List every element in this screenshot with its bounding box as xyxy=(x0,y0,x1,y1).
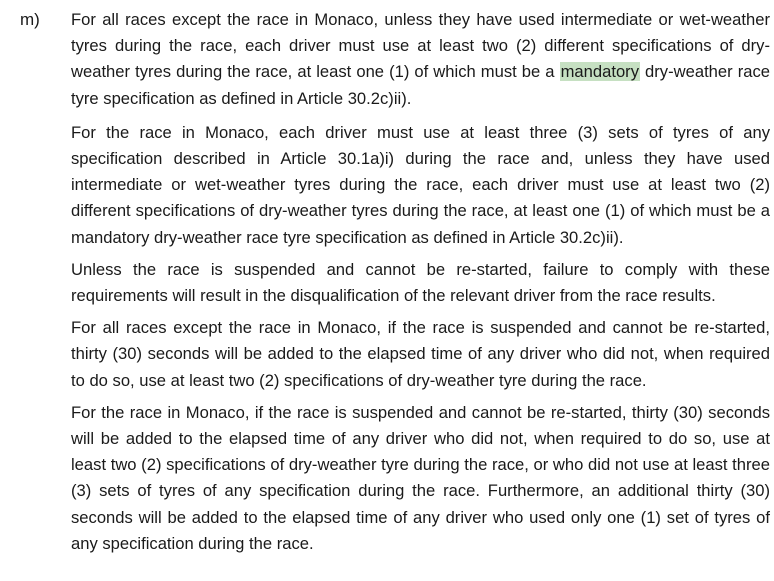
paragraph-1 xyxy=(71,7,770,112)
paragraph-5: For the race in Monaco, if the race is suspended and cannot be re-started, thirty (30) seconds will be added to the elapsed time of any driver who did not, when required to do so, use at least two (2) specifications of dry-weather tyre during the race, or who did not use at least three (3) sets of tyres of any specification during the race. Furthermore, an additional thirty (30) seconds will be added to the elapsed time of any driver who used only one (1) set of tyres of any specification during the race. xyxy=(71,402,770,553)
highlighted-word[interactable]: mandatory xyxy=(560,62,639,82)
paragraph-1-text-before: For all races except the race in Monaco, unless they have used intermediate or wet-weather tyres during the race, each driver must use at least two (2) different specifications of dry-weather tyres during the race, at least one (1) of which must be a xyxy=(71,10,770,82)
paragraph-4: For all races except the race in Monaco, if the race is suspended and cannot be re-started, thirty (30) seconds will be added to the elapsed time of any driver who did not, when required to do so, use at least two (2) specifications of dry-weather tyre during the race. xyxy=(71,318,770,390)
paragraph-list xyxy=(71,7,770,563)
paragraph-3: Unless the race is suspended and cannot be re-started, failure to comply with these requirements will result in the disqualification of the relevant driver from the race results. xyxy=(71,259,770,306)
item-label: m) xyxy=(20,10,40,29)
paragraph-2: For the race in Monaco, each driver must use at least three (3) sets of tyres of any specification described in Article 30.1a)i) during the race and, unless they have used intermediate or wet-weather tyres during the race, each driver must use at least two (2) different specifications of dry-weather tyres during the race, at least one (1) of which must be a mandatory dry-weather race tyre specification as defined in Article 30.2c)ii). xyxy=(71,122,770,247)
paragraph-1-text-after: dry-weather race tyre specification as defined in Article 30.2c)ii). xyxy=(71,62,770,108)
